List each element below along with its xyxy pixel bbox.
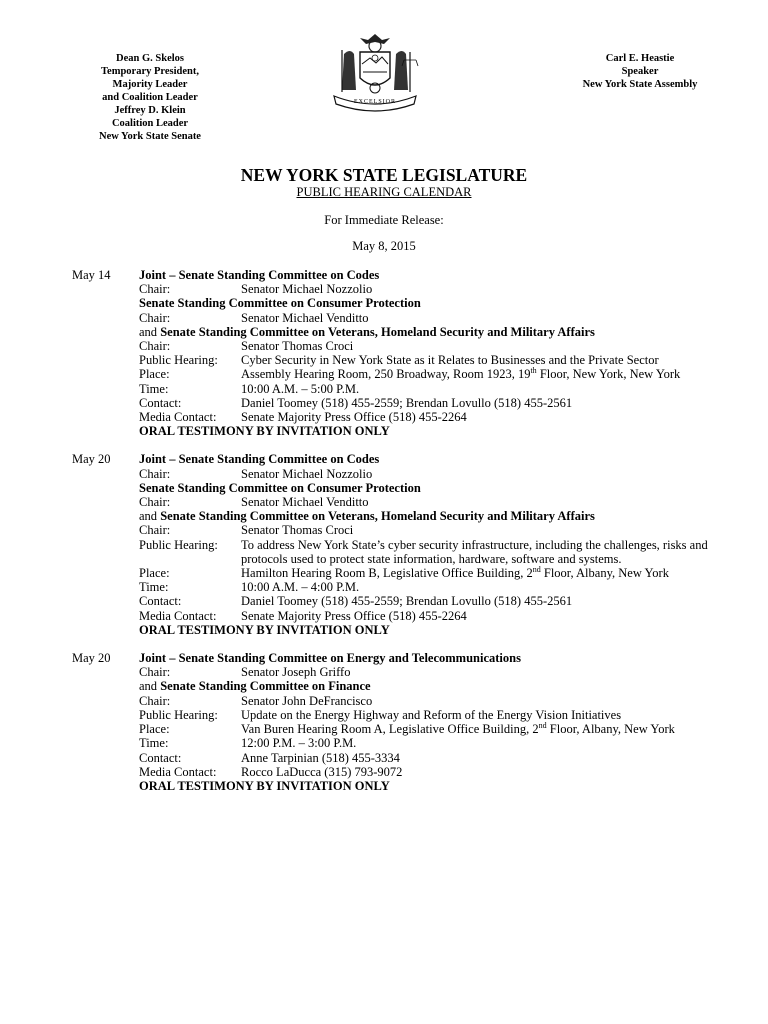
field-row: [139, 410, 712, 424]
field-row: [139, 467, 712, 481]
header-left-line: and Coalition Leader: [102, 92, 198, 103]
release-date: May 8, 2015: [352, 239, 416, 253]
field-value: 10:00 A.M. – 5:00 P.M.: [241, 381, 360, 396]
committee-prefix: and: [139, 679, 161, 694]
committee-name: Senate Standing Committee on Consumer Protection: [139, 296, 421, 311]
release-label: For Immediate Release:: [324, 213, 444, 227]
field-value: To address New York State’s cyber security infrastructure, including the challenges, risks and protocols used to protect state information, hardware, software and systems.: [241, 537, 708, 566]
field-value: Senator John DeFrancisco: [241, 693, 373, 708]
testimony-notice: ORAL TESTIMONY BY INVITATION ONLY: [139, 622, 390, 637]
field-row: [139, 495, 712, 509]
committee-name: Senate Standing Committee on Consumer Protection: [139, 480, 421, 495]
field-row: [139, 708, 712, 722]
field-row: [139, 609, 712, 623]
hearing-events-list: [72, 268, 712, 807]
field-value: Cyber Security in New York State as it Relates to Businesses and the Private Sector: [241, 353, 659, 368]
field-label: Time:: [139, 580, 169, 595]
field-value: Hamilton Hearing Room B, Legislative Office Building, 2nd Floor, Albany, New York: [241, 564, 669, 581]
committee-prefix: and: [139, 509, 161, 524]
header-left-line: New York State Senate: [99, 131, 201, 142]
page-title: NEW YORK STATE LEGISLATURE: [240, 165, 528, 185]
page-subtitle: PUBLIC HEARING CALENDAR: [296, 185, 472, 199]
field-value: Senate Majority Press Office (518) 455-2264: [241, 410, 467, 425]
field-label: Public Hearing:: [139, 707, 218, 722]
testimony-notice: ORAL TESTIMONY BY INVITATION ONLY: [139, 424, 390, 439]
field-label: Chair:: [139, 665, 171, 680]
committee-name: Senate Standing Committee on Finance: [160, 679, 371, 694]
field-row: [139, 765, 712, 779]
committee-name: Joint – Senate Standing Committee on Codes: [139, 452, 380, 467]
header-left-line: Majority Leader: [112, 79, 188, 90]
field-row: [139, 311, 712, 325]
field-label: Contact:: [139, 750, 182, 765]
field-row: [139, 367, 712, 381]
field-label: Media Contact:: [139, 764, 217, 779]
hearing-event: [72, 452, 712, 637]
event-details: [139, 651, 712, 793]
committee-line: [139, 509, 712, 523]
field-row: [139, 580, 712, 594]
field-row: [139, 751, 712, 765]
field-row: [139, 594, 712, 608]
field-label: Chair:: [139, 523, 171, 538]
field-label: Time:: [139, 736, 169, 751]
event-details: [139, 268, 712, 438]
field-value: Senator Michael Nozzolio: [241, 466, 373, 481]
field-label: Time:: [139, 381, 169, 396]
committee-line: [139, 679, 712, 693]
field-label: Chair:: [139, 466, 171, 481]
field-label: Media Contact:: [139, 410, 217, 425]
field-value: Update on the Energy Highway and Reform of the Energy Vision Initiatives: [241, 707, 622, 722]
field-value: Daniel Toomey (518) 455-2559; Brendan Lovullo (518) 455-2561: [241, 395, 573, 410]
field-row: [139, 382, 712, 396]
committee-line: [139, 481, 712, 495]
committee-prefix: and: [139, 324, 161, 339]
field-value: Senator Thomas Croci: [241, 339, 354, 354]
field-label: Public Hearing:: [139, 537, 218, 552]
field-row: [139, 665, 712, 679]
field-label: Place:: [139, 566, 170, 581]
field-row: [139, 722, 712, 736]
field-label: Place:: [139, 722, 170, 737]
field-value: Anne Tarpinian (518) 455-3334: [241, 750, 400, 765]
field-value: Senator Michael Venditto: [241, 310, 369, 325]
field-label: Chair:: [139, 495, 171, 510]
header-left-line: Dean G. Skelos: [116, 53, 184, 64]
event-date: May 14: [72, 268, 111, 282]
committee-line: [139, 452, 712, 466]
field-label: Public Hearing:: [139, 353, 218, 368]
testimony-notice: ORAL TESTIMONY BY INVITATION ONLY: [139, 778, 390, 793]
committee-line: [139, 325, 712, 339]
field-value: Senator Thomas Croci: [241, 523, 354, 538]
header-left-line: Coalition Leader: [111, 118, 189, 129]
field-label: Media Contact:: [139, 608, 217, 623]
field-value: Rocco LaDucca (315) 793-9072: [241, 764, 403, 779]
ordinal-suffix: th: [530, 366, 537, 376]
hearing-event: [72, 651, 712, 793]
field-value: 10:00 A.M. – 4:00 P.M.: [241, 580, 360, 595]
field-row: [139, 353, 712, 367]
event-details: [139, 452, 712, 637]
committee-name: Joint – Senate Standing Committee on Codes: [139, 268, 380, 282]
field-label: Chair:: [139, 693, 171, 708]
committee-name: Senate Standing Committee on Veterans, Homeland Security and Military Affairs: [160, 509, 595, 524]
field-value: Senator Michael Nozzolio: [241, 282, 373, 297]
field-value: Senate Majority Press Office (518) 455-2264: [241, 608, 467, 623]
field-row: [139, 538, 712, 566]
hearing-event: [72, 268, 712, 438]
header-right-line: Speaker: [621, 66, 659, 77]
event-date: May 20: [72, 452, 111, 467]
field-row: [139, 736, 712, 750]
header-left-line: Temporary President,: [101, 66, 199, 77]
ordinal-suffix: nd: [532, 564, 541, 574]
field-row: [139, 566, 712, 580]
field-value: Daniel Toomey (518) 455-2559; Brendan Lovullo (518) 455-2561: [241, 594, 573, 609]
event-date: May 20: [72, 651, 111, 666]
field-label: Chair:: [139, 339, 171, 354]
title-block: [0, 165, 768, 253]
committee-line: [139, 268, 712, 282]
field-value: Senator Michael Venditto: [241, 495, 369, 510]
header-right-line: New York State Assembly: [582, 79, 698, 90]
field-value: 12:00 P.M. – 3:00 P.M.: [241, 736, 357, 751]
header-right-line: Carl E. Heastie: [605, 53, 675, 64]
assembly-speaker-block: [540, 52, 740, 91]
committee-line: [139, 651, 712, 665]
field-row: [139, 694, 712, 708]
committee-line: [139, 296, 712, 310]
field-label: Place:: [139, 367, 170, 382]
field-value: Senator Joseph Griffo: [241, 665, 351, 680]
field-value: Van Buren Hearing Room A, Legislative Office Building, 2nd Floor, Albany, New York: [241, 720, 675, 737]
seal-motto: EXCELSIOR: [354, 99, 396, 105]
senate-leaders-block: [70, 52, 230, 143]
committee-name: Senate Standing Committee on Veterans, Homeland Security and Military Affairs: [160, 324, 595, 339]
field-row: [139, 339, 712, 353]
field-row: [139, 396, 712, 410]
field-row: [139, 523, 712, 537]
field-value: Assembly Hearing Room, 250 Broadway, Room 1923, 19th Floor, New York, New York: [241, 366, 681, 382]
field-label: Chair:: [139, 310, 171, 325]
field-label: Chair:: [139, 282, 171, 297]
ordinal-suffix: nd: [538, 720, 547, 730]
field-row: [139, 282, 712, 296]
field-label: Contact:: [139, 594, 182, 609]
committee-name: Joint – Senate Standing Committee on Energy and Telecommunications: [139, 651, 521, 666]
field-label: Contact:: [139, 395, 182, 410]
header-left-line: Jeffrey D. Klein: [114, 105, 186, 116]
